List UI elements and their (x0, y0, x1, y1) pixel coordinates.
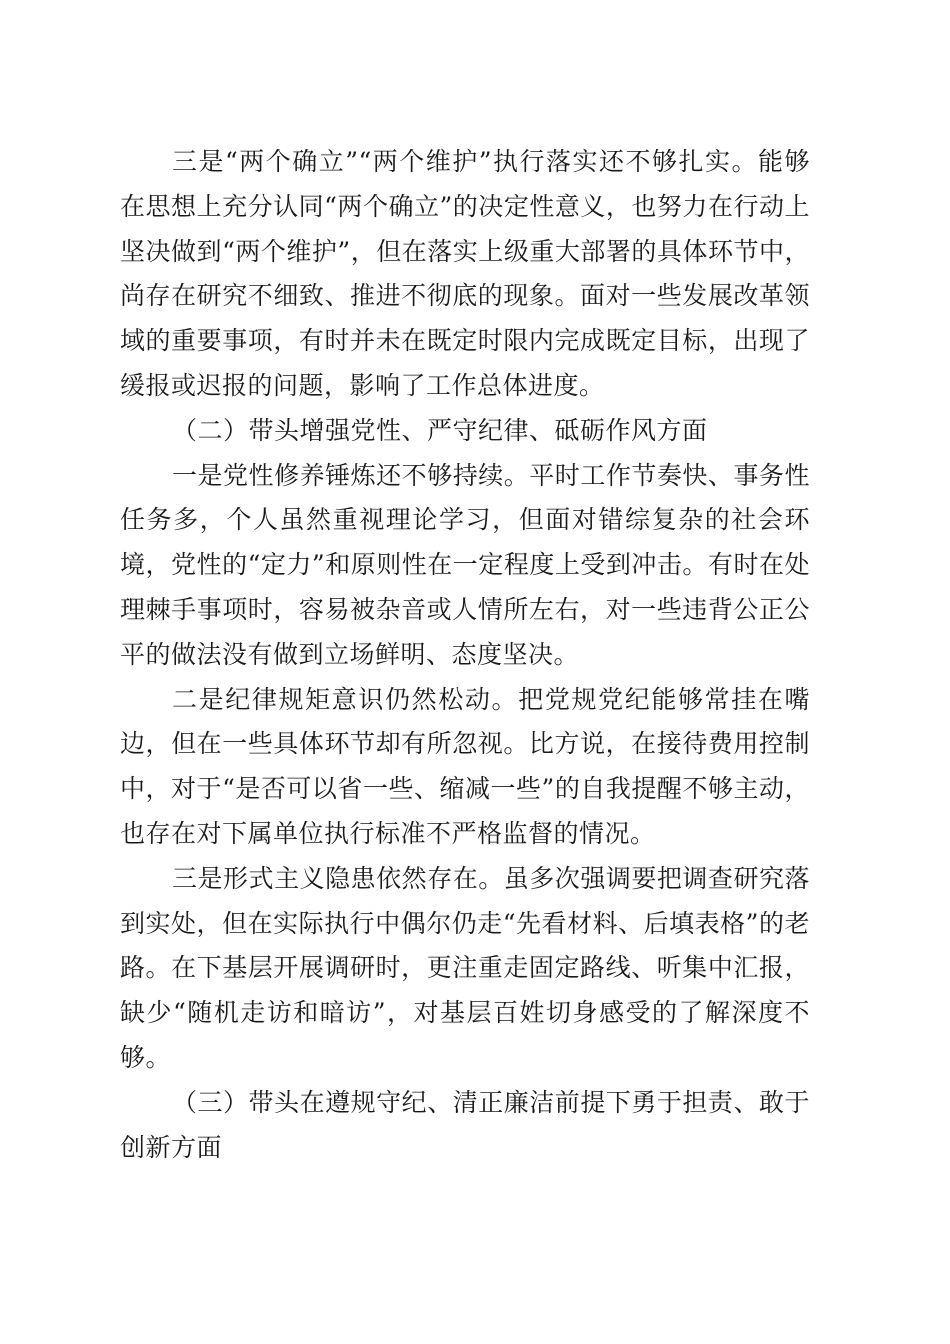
paragraph-discipline: 二是纪律规矩意识仍然松动。把党规党纪能够常挂在嘴边，但在一些具体环节却有所忽视。比方说，在接待费用控制中，对于“是否可以省一些、缩减一些”的自我提醒不够主动，也存在对下属单位执行标准不严格监督的情况。 (120, 684, 810, 848)
paragraph-party-spirit: 一是党性修养锤炼还不够持续。平时工作节奏快、事务性任务多，个人虽然重视理论学习，但面对错综复杂的社会环境，党性的“定力”和原则性在一定程度上受到冲击。有时在处理棘手事项时，容易被杂音或人情所左右，对一些违背公正公平的做法没有做到立场鲜明、态度坚决。 (120, 460, 810, 669)
document-body (120, 140, 810, 1170)
section-heading-2: （二）带头增强党性、严守纪律、砥砺作风方面 (172, 415, 708, 445)
paragraph-two-establishments: 三是“两个确立”“两个维护”执行落实还不够扎实。能够在思想上充分认同“两个确立”的决定性意义，也努力在行动上坚决做到“两个维护”，但在落实上级重大部署的具体环节中，尚存在研究不细致、推进不彻底的现象。面对一些发展改革领域的重要事项，有时并未在既定时限内完成既定目标，出现了缓报或迟报的问题，影响了工作总体进度。 (120, 147, 810, 400)
section-heading-3: （三）带头在遵规守纪、清正廉洁前提下勇于担责、敢于创新方面 (120, 1087, 810, 1162)
paragraph-formalism: 三是形式主义隐患依然存在。虽多次强调要把调查研究落到实处，但在实际执行中偶尔仍走“先看材料、后填表格”的老路。在下基层开展调研时，更注重走固定路线、听集中汇报，缺少“随机走访和暗访”，对基层百姓切身感受的了解深度不够。 (120, 863, 810, 1072)
